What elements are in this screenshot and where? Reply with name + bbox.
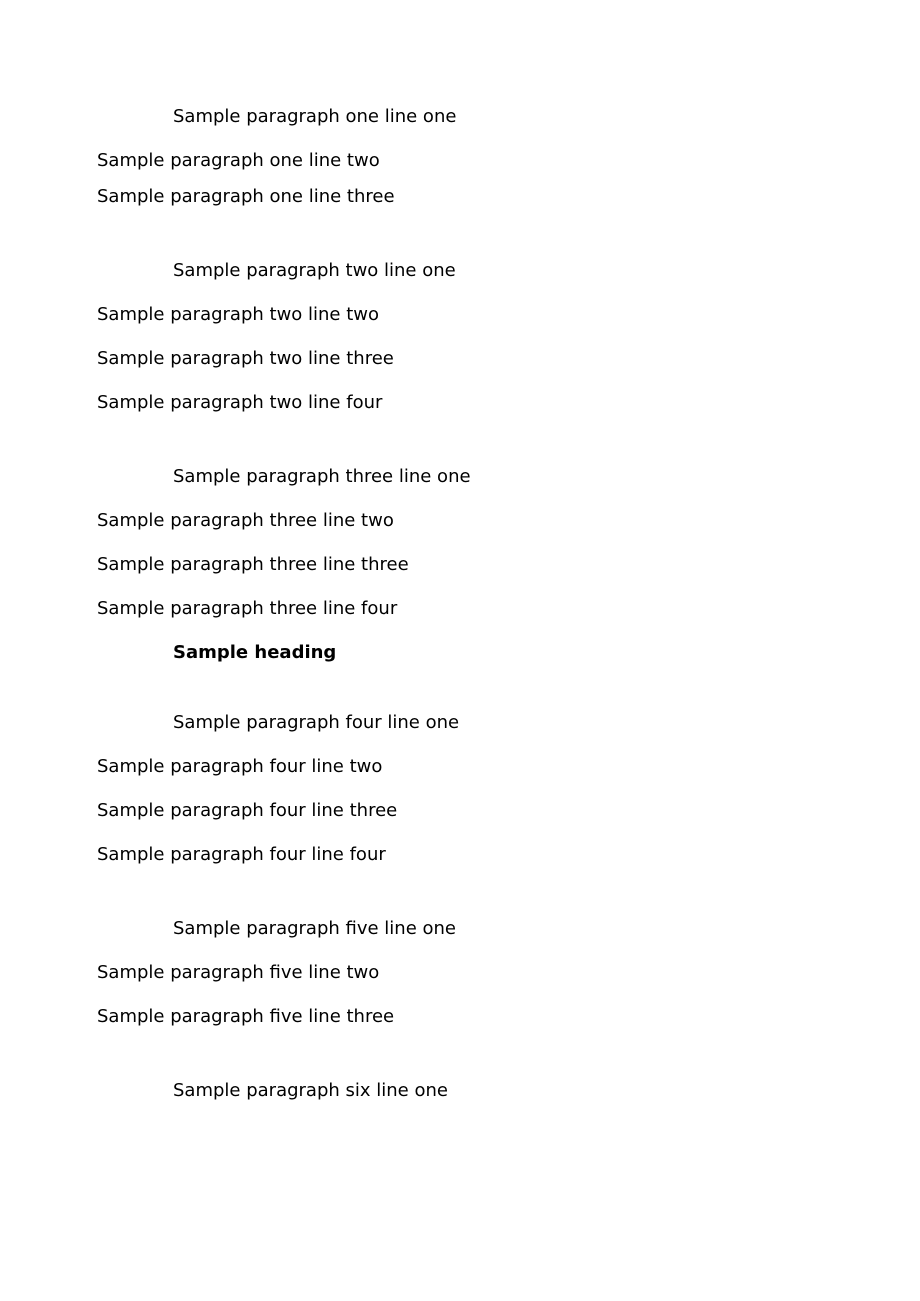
paragraph-line: Sample paragraph five line three [97,1006,395,1027]
paragraph-shanghai-1980s [135,1069,795,1113]
paragraph-line: Sample paragraph four line four [97,844,386,865]
paragraph-line: Sample paragraph five line two [97,962,380,983]
paragraph-line: Sample paragraph five line one [173,918,456,939]
section-heading-shanghai-pudong [135,631,795,675]
paragraph-line: Sample paragraph two line three [97,348,394,369]
paragraph-line: Sample paragraph four line two [97,756,383,777]
paragraph-line: Sample paragraph six line one [173,1080,448,1101]
paragraph-line: Sample paragraph one line one [173,106,457,127]
heading-text: Sample heading [173,642,337,663]
paragraph-shenzhen-success [97,455,795,631]
paragraph-line: Sample paragraph one line three [97,186,395,207]
paragraph-line: Sample paragraph three line one [173,466,471,487]
paragraph-line: Sample paragraph two line two [97,304,380,325]
paragraph-line: Sample paragraph three line two [97,510,394,531]
paragraph-line: Sample paragraph two line four [97,392,383,413]
paragraph-line: Sample paragraph two line one [173,260,456,281]
paragraph-line: Sample paragraph four line one [173,712,460,733]
paragraph-pudong-1990 [97,907,795,1039]
paragraph-shenzhen-miracle [97,249,795,425]
paragraph-line: Sample paragraph three line three [97,554,409,575]
paragraph-line: Sample paragraph three line four [97,598,398,619]
paragraph-line: Sample paragraph four line three [97,800,398,821]
paragraph-shenzhen-reform [97,95,795,219]
paragraph-pudong-development [97,701,795,877]
document-page [97,95,795,1113]
paragraph-line: Sample paragraph one line two [97,150,380,171]
